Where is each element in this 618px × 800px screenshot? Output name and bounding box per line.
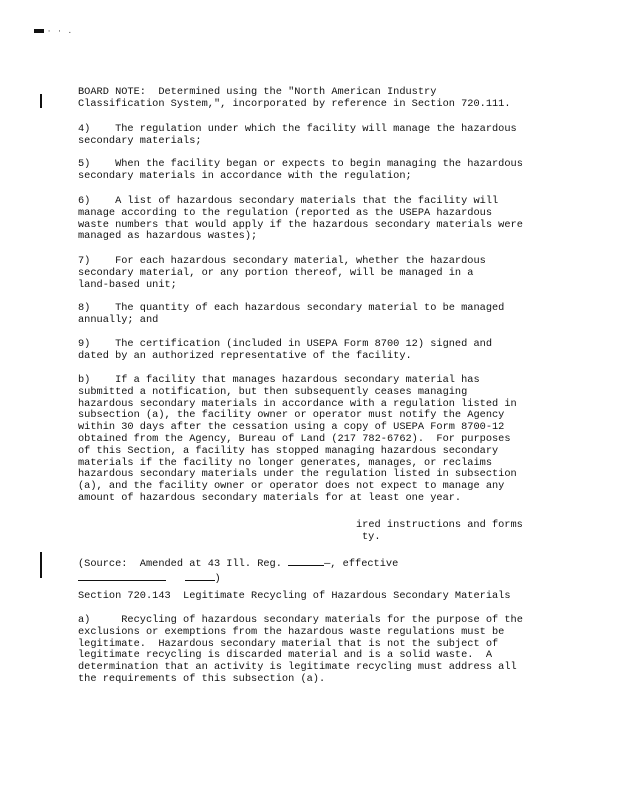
- subsection-b-line: submitted a notification, but then subsequently ceases managing: [78, 385, 468, 398]
- section-heading: [78, 591, 548, 603]
- section-heading-text: Section 720.143 Legitimate Recycling of Hazardous Secondary Materials: [78, 590, 511, 602]
- subsection-b-line: within 30 days after the cessation using a copy of USEPA Form 8700-12: [78, 421, 505, 434]
- subsection-b-line: of this Section, a facility has stopped managing hazardous secondary: [78, 444, 499, 457]
- item-8: [78, 303, 548, 327]
- subsection-a-line: exclusions or exemptions from the hazardous waste regulations must be: [78, 625, 505, 638]
- subsection-b-line: amount of hazardous secondary materials for at least one year.: [78, 491, 462, 504]
- subsection-b-line: subsection (a), the facility owner or operator must notify the Agency: [78, 409, 505, 422]
- item-6: [78, 196, 548, 243]
- item-line: 7) For each hazardous secondary material, whether the hazardous: [78, 255, 486, 267]
- source-note-prefix: (Source: Amended at 43 Ill. Reg.: [78, 558, 282, 570]
- subsection-a-line: legitimate recycling is discarded material and is a solid waste. A: [78, 649, 493, 662]
- subsection-b-line: hazardous secondary materials in accordance with a regulation listed in: [78, 397, 517, 410]
- subsection-a: [78, 615, 548, 686]
- item-line: secondary material, or any portion thereof, will be managed in a: [78, 266, 474, 279]
- item-line: dated by an authorized representative of the facility.: [78, 349, 412, 362]
- board-note-line: Classification System,", incorporated by reference in Section 720.111.: [78, 97, 511, 110]
- volume-blank: [288, 556, 324, 566]
- fax-header-mark: [34, 28, 73, 36]
- subsection-a-line: a) Recycling of hazardous secondary materials for the purpose of the: [78, 614, 523, 626]
- subsection-b-line: (a), and the facility owner or operator does not expect to manage any: [78, 480, 505, 493]
- fragment-line: ired instructions and forms: [356, 519, 523, 531]
- item-line: managed as hazardous wastes);: [78, 230, 258, 243]
- item-line: 6) A list of hazardous secondary materials that the facility will: [78, 195, 499, 207]
- revision-bar: [40, 552, 42, 578]
- subsection-b-line: b) If a facility that manages hazardous secondary material has: [78, 374, 480, 386]
- subsection-b-line: materials if the facility no longer generates, manages, or reclaims: [78, 456, 493, 469]
- subsection-b-line: hazardous secondary materials under the regulation listed in subsection: [78, 468, 517, 481]
- truncated-fragment: [356, 520, 546, 544]
- subsection-b-line: obtained from the Agency, Bureau of Land (217 782-6762). For purposes: [78, 432, 511, 445]
- blank-dash: —: [324, 558, 331, 570]
- fax-mark-text: · · .: [47, 28, 74, 36]
- source-note-effective: , effective: [330, 558, 399, 570]
- item-7: [78, 256, 548, 291]
- item-line: secondary materials in accordance with the regulation;: [78, 169, 412, 182]
- item-line: land-based unit;: [78, 278, 177, 291]
- board-note: [78, 87, 548, 111]
- source-note: [78, 556, 548, 586]
- item-line: manage according to the regulation (reported as the USEPA hazardous: [78, 206, 493, 219]
- item-line: 8) The quantity of each hazardous secondary material to be managed: [78, 302, 505, 314]
- subsection-a-line: determination that an activity is legitimate recycling must address all: [78, 661, 517, 674]
- item-line: waste numbers that would apply if the hazardous secondary materials were: [78, 218, 523, 231]
- item-line: 4) The regulation under which the facility will manage the hazardous: [78, 123, 517, 135]
- subsection-b: [78, 375, 548, 505]
- item-line: annually; and: [78, 313, 159, 326]
- board-note-line: BOARD NOTE: Determined using the "North American Industry: [78, 86, 437, 98]
- item-line: secondary materials;: [78, 134, 202, 147]
- subsection-a-line: legitimate. Hazardous secondary material that is not the subject of: [78, 637, 499, 650]
- item-5: [78, 159, 548, 183]
- item-4: [78, 124, 548, 148]
- subsection-a-line: the requirements of this subsection (a).: [78, 672, 326, 685]
- item-line: 5) When the facility began or expects to begin managing the hazardous: [78, 158, 523, 170]
- item-line: 9) The certification (included in USEPA Form 8700 12) signed and: [78, 338, 493, 350]
- fragment-line: ty.: [362, 530, 381, 543]
- source-note-close: ): [214, 572, 221, 585]
- effective-date-blank-2: [185, 571, 215, 581]
- revision-bar: [40, 94, 42, 108]
- fax-mark-block: [34, 29, 44, 33]
- effective-date-blank: [78, 571, 166, 581]
- item-9: [78, 339, 548, 363]
